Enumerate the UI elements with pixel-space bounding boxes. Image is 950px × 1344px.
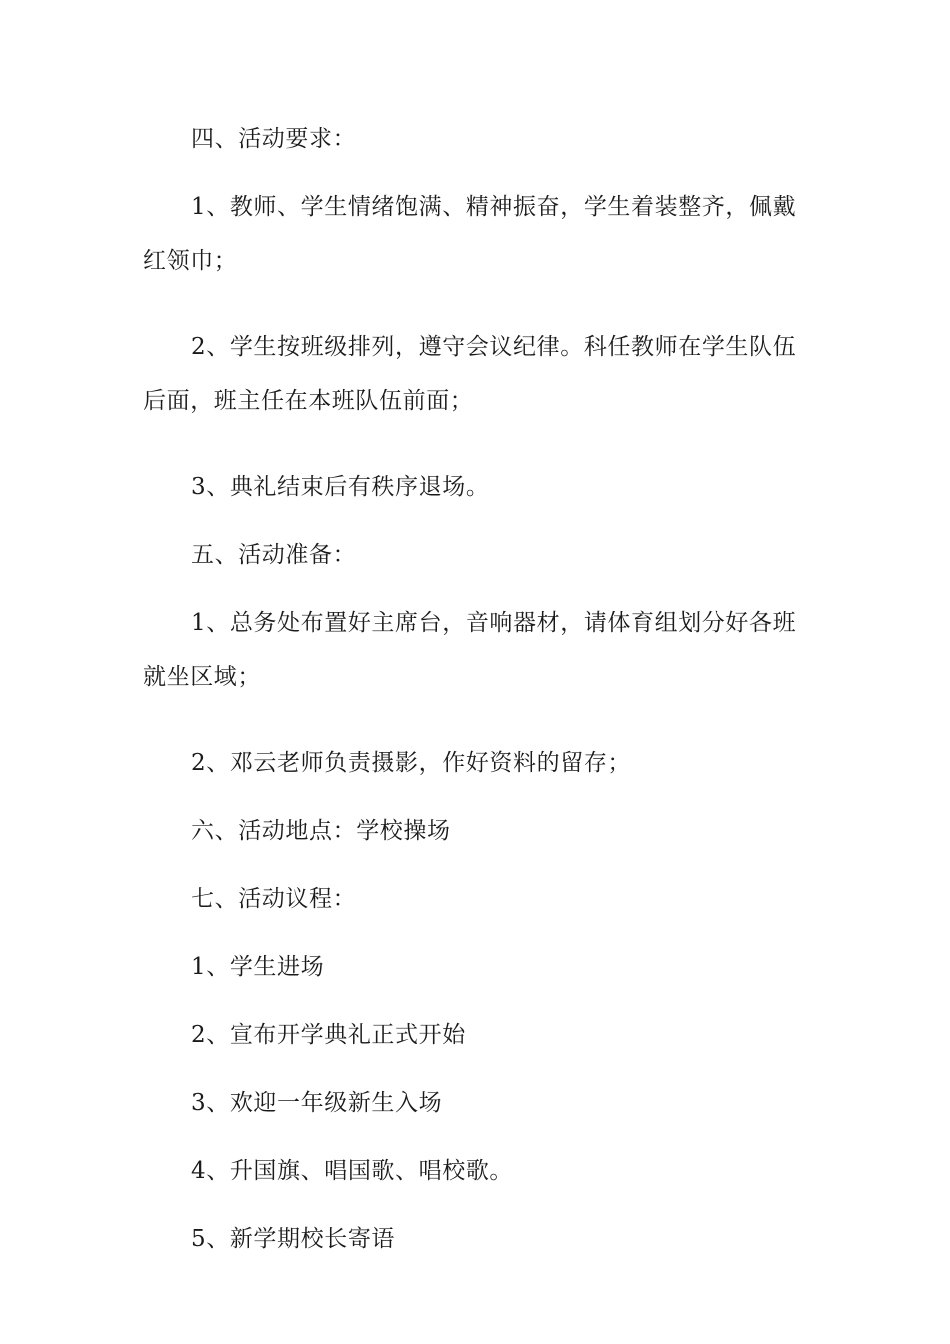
section-heading-requirements: 四、活动要求： [191,126,357,152]
preparation-item-2: 2、邓云老师负责摄影，作好资料的留存； [191,750,632,776]
agenda-item-2: 2、宣布开学典礼正式开始 [191,1022,466,1048]
agenda-item-3: 3、欢迎一年级新生入场 [191,1090,443,1116]
preparation-item-1: 1、总务处布置好主席台，音响器材，请体育组划分好各班就坐区域； [143,610,797,690]
agenda-item-5: 5、新学期校长寄语 [191,1226,396,1252]
section-heading-location: 六、活动地点：学校操场 [191,818,451,844]
requirement-item-2: 2、学生按班级排列，遵守会议纪律。科任教师在学生队伍后面，班主任在本班队伍前面； [143,334,797,414]
agenda-item-4: 4、升国旗、唱国歌、唱校歌。 [191,1158,514,1184]
agenda-item-1: 1、学生进场 [191,954,325,980]
requirement-item-3: 3、典礼结束后有秩序退场。 [191,474,490,500]
section-heading-agenda: 七、活动议程： [191,886,357,912]
requirement-item-1: 1、教师、学生情绪饱满、精神振奋，学生着装整齐，佩戴红领巾； [143,194,797,274]
document-body [143,112,807,1280]
section-heading-preparation: 五、活动准备： [191,542,357,568]
